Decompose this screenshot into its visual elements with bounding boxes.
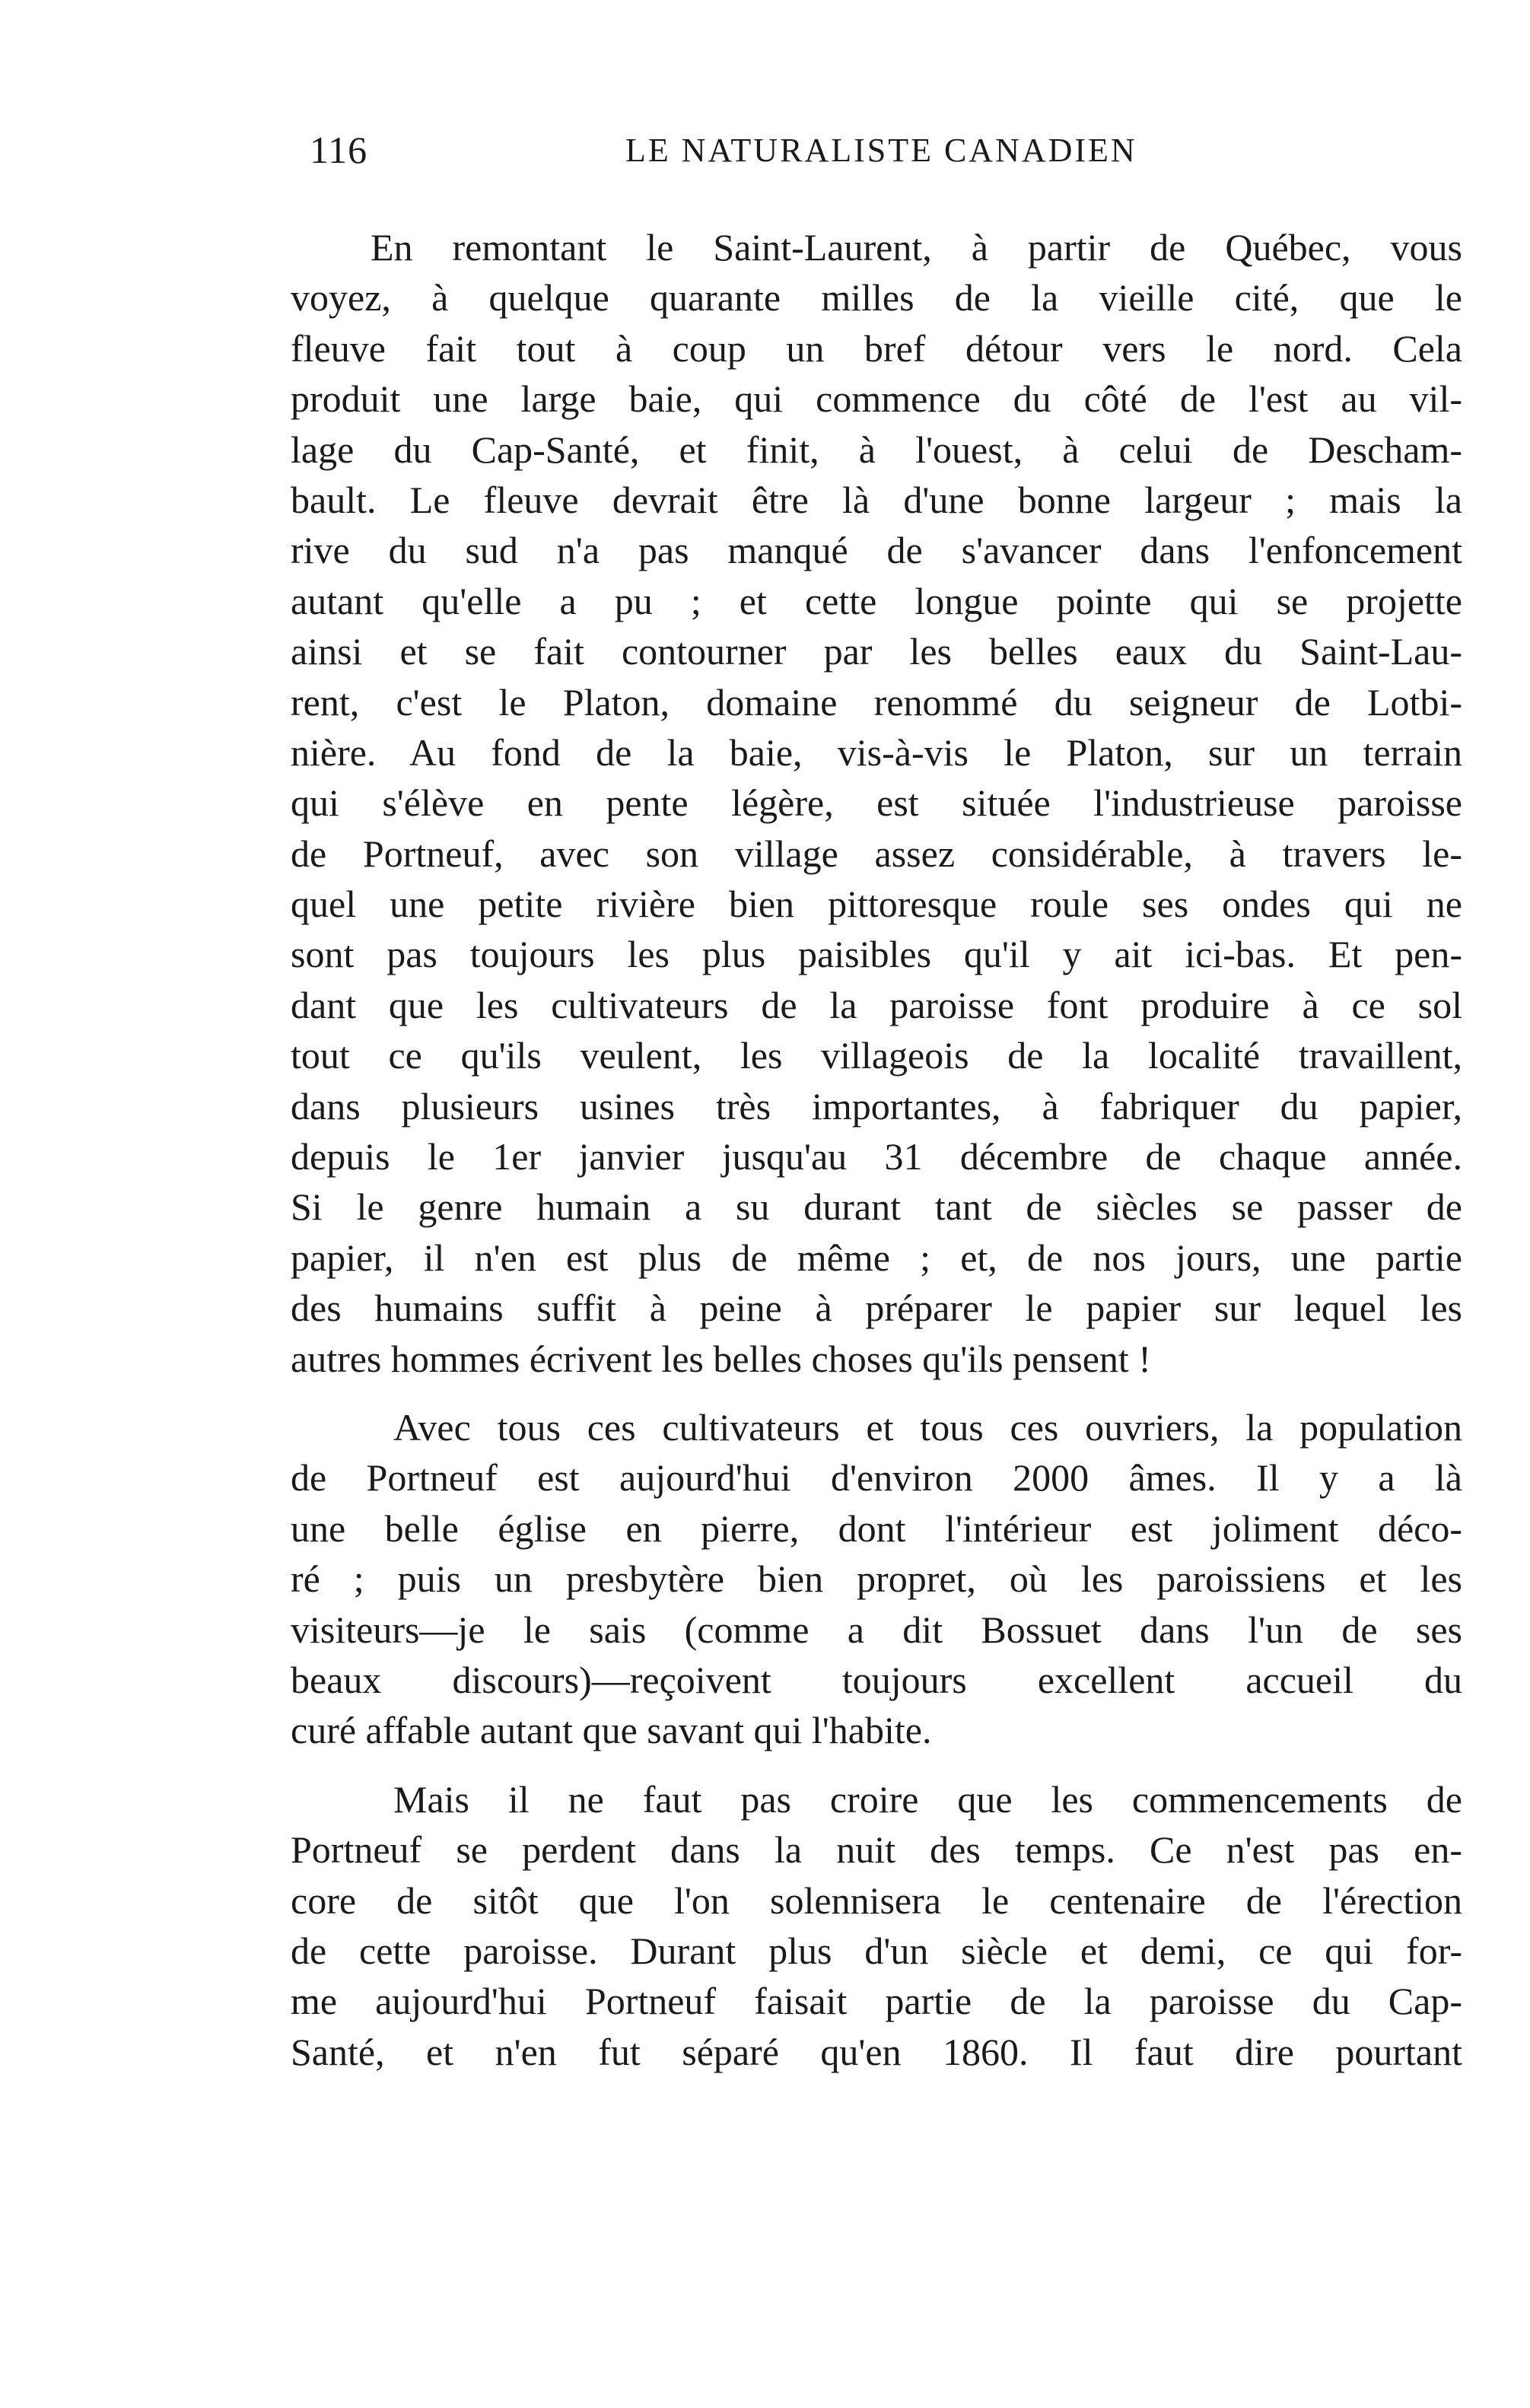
text-line: Si le genre humain a su durant tant de siècles se passer de [291,1185,1462,1229]
body-text [291,222,1462,2077]
text-line: fleuve fait tout à coup un bref détour vers le nord. Cela [291,326,1462,370]
paragraph-spacer [291,1384,1462,1402]
text-line: de cette paroisse. Durant plus d'un siècle et demi, ce qui for- [291,1929,1462,1972]
text-line: Santé, et n'en fut séparé qu'en 1860. Il faut dire pourtant [291,2030,1462,2073]
text-line: autres hommes écrivent les belles choses qu'ils pensent ! [291,1337,1151,1380]
text-line: quel une petite rivière bien pittoresque roule ses ondes qui ne [291,883,1462,926]
text-line: voyez, à quelque quarante milles de la vieille cité, que le [291,276,1462,320]
text-line: rive du sud n'a pas manqué de s'avancer dans l'enfoncement [291,529,1462,572]
text-line: me aujourd'hui Portneuf faisait partie de la paroisse du Cap- [291,1980,1462,2023]
text-line: Avec tous ces cultivateurs et tous ces ouvriers, la population [393,1405,1462,1449]
text-line: produit une large baie, qui commence du côté de l'est au vil- [291,377,1462,421]
paragraph-spacer [291,1756,1462,1774]
text-line: des humains suffit à peine à préparer le papier sur lequel les [291,1287,1462,1330]
text-line: dant que les cultivateurs de la paroisse font produire à ce sol [291,983,1462,1026]
text-line: de Portneuf, avec son village assez considérable, à travers le- [291,832,1462,875]
text-line: ré ; puis un presbytère bien propret, où les paroissiens et les [291,1557,1462,1601]
text-line: Portneuf se perdent dans la nuit des temps. Ce n'est pas en- [291,1828,1462,1872]
journal-title: LE NATURALISTE CANADIEN [625,132,1137,169]
text-line: rent, c'est le Platon, domaine renommé du seigneur de Lotbi- [291,680,1462,724]
text-line: En remontant le Saint-Laurent, à partir de Québec, vous [371,226,1462,269]
paragraph-2 [291,1402,1462,1756]
text-line: nière. Au fond de la baie, vis-à-vis le Platon, sur un terrain [291,730,1462,774]
text-line: de Portneuf est aujourd'hui d'environ 2000 âmes. Il y a là [291,1456,1462,1500]
text-line: dans plusieurs usines très importantes, à fabriquer du papier, [291,1084,1462,1128]
text-line: Mais il ne faut pas croire que les commencements de [393,1777,1462,1821]
text-line: papier, il n'en est plus de même ; et, de nos jours, une partie [291,1236,1462,1279]
text-line: curé affable autant que savant qui l'habite. [291,1709,932,1752]
text-line: ainsi et se fait contourner par les belles eaux du Saint-Lau- [291,630,1462,673]
text-line: beaux discours)—reçoivent toujours excellent accueil du [291,1658,1462,1701]
text-line: depuis le 1er janvier jusqu'au 31 décembre de chaque année. [291,1135,1462,1179]
running-head [291,128,1462,189]
paragraph-3 [291,1774,1462,2077]
text-line: tout ce qu'ils veulent, les villageois de la localité travaillent, [291,1034,1462,1077]
text-line: lage du Cap-Santé, et finit, à l'ouest, à celui de Descham- [291,428,1462,471]
text-line: sont pas toujours les plus paisibles qu'il y ait ici-bas. Et pen- [291,933,1462,976]
text-line: visiteurs—je le sais (comme a dit Bossuet dans l'un de ses [291,1608,1462,1651]
text-line: qui s'élève en pente légère, est située l'industrieuse paroisse [291,781,1462,825]
text-line: bault. Le fleuve devrait être là d'une bonne largeur ; mais la [291,478,1462,521]
text-line: autant qu'elle a pu ; et cette longue pointe qui se projette [291,579,1462,622]
text-line: core de sitôt que l'on solennisera le centenaire de l'érection [291,1878,1462,1922]
paragraph-1 [291,222,1462,1384]
page-number: 116 [310,129,368,171]
text-line: une belle église en pierre, dont l'intérieur est joliment déco- [291,1506,1462,1550]
